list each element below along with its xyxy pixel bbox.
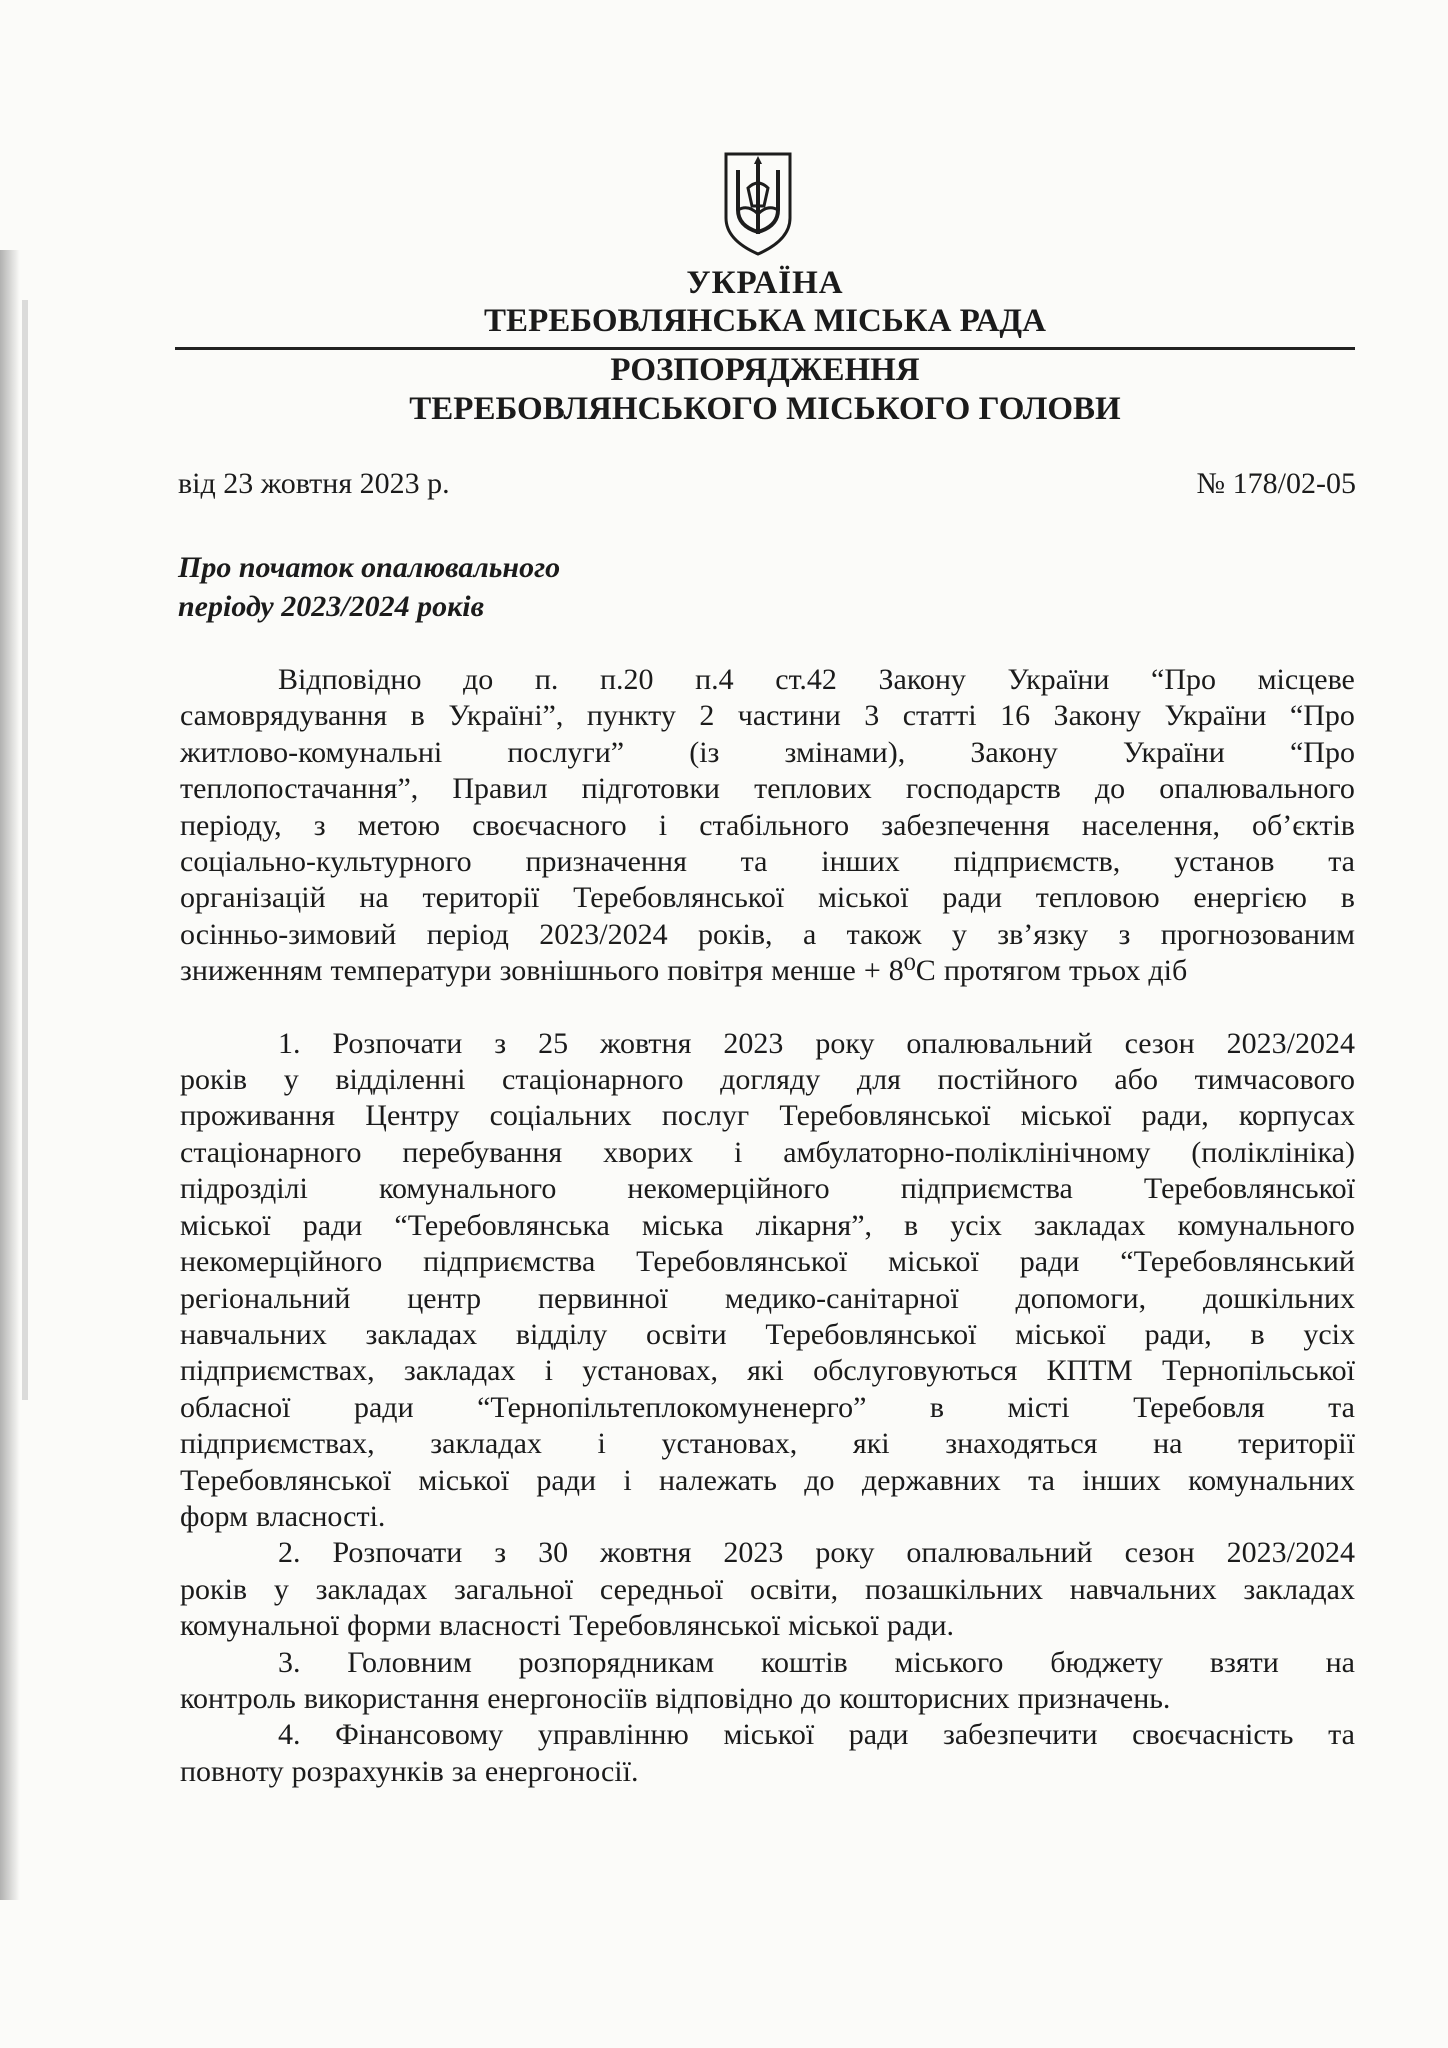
document-type: РОЗПОРЯДЖЕННЯ — [610, 352, 920, 388]
item-2-line: 2. Розпочати з 30 жовтня 2023 року опалювальний сезон 2023/2024 — [278, 1536, 1355, 1570]
item-3-line: контроль використання енергоносіїв відповідно до кошторисних призначень. — [180, 1681, 1171, 1715]
preamble-line: організацій на території Теребовлянської міської ради тепловою енергією в — [180, 881, 1355, 915]
item-3-line: 3. Головним розпорядникам коштів міського бюджету взяти на — [278, 1645, 1355, 1679]
item-1-line: стаціонарного перебування хворих і амбулаторно-поліклінічному (поліклініка) — [180, 1135, 1355, 1169]
item-1-line: форм власності. — [180, 1499, 386, 1533]
preamble-line: самоврядування в Україні”, пункту 2 частини 3 статті 16 Закону України “Про — [180, 699, 1355, 733]
item-1-line: років у відділенні стаціонарного догляду для постійного або тимчасового — [180, 1063, 1355, 1097]
item-2-line: років у закладах загальної середньої освіти, позашкільних навчальних закладах — [180, 1572, 1355, 1606]
item-1-line: підприємствах, закладах і установах, які знаходяться на території — [180, 1427, 1355, 1461]
preamble-line: теплопостачання”, Правил підготовки теплових господарств до опалювального — [180, 772, 1355, 806]
document-issuer: ТЕРЕБОВЛЯНСЬКОГО МІСЬКОГО ГОЛОВИ — [409, 391, 1121, 427]
preamble-line: осінньо-зимовий період 2023/2024 років, а також у зв’язку з прогнозованим — [180, 917, 1355, 951]
item-2-line: комунальної форми власності Теребовлянської міської ради. — [180, 1609, 955, 1643]
preamble-line: соціально-культурного призначення та інших підприємств, установ та — [180, 845, 1355, 879]
item-1-line: некомерційного підприємства Теребовлянської міської ради “Теребовлянський — [180, 1245, 1355, 1279]
document-body — [180, 662, 1355, 1790]
item-1-line: підприємствах, закладах і установах, які обслуговуються КПТМ Тернопільської — [180, 1354, 1355, 1388]
scan-shadow-inner — [22, 300, 28, 1400]
country-heading: УКРАЇНА — [686, 265, 844, 301]
item-1-line: 1. Розпочати з 25 жовтня 2023 року опалювальний сезон 2023/2024 — [278, 1026, 1355, 1060]
item-1-line: проживання Центру соціальних послуг Теребовлянської міської ради, корпусах — [180, 1099, 1355, 1133]
subject-line: періоду 2023/2024 років — [178, 590, 485, 623]
item-1-line: Теребовлянської міської ради і належать до державних та інших комунальних — [180, 1463, 1355, 1497]
item-1-line: міської ради “Теребовлянська міська лікарня”, в усіх закладах комунального — [180, 1208, 1355, 1242]
scan-shadow — [0, 250, 20, 1900]
preamble-line: житлово-комунальні послуги” (із змінами), Закону України “Про — [180, 735, 1355, 769]
item-1-line: обласної ради “Тернопільтеплокомуненерго” в місті Теребовля та — [180, 1390, 1355, 1424]
preamble-line: періоду, з метою своєчасного і стабільного забезпечення населення, об’єктів — [180, 808, 1355, 842]
item-1-line: підрозділі комунального некомерційного підприємства Теребовлянської — [180, 1172, 1355, 1206]
council-heading: ТЕРЕБОВЛЯНСЬКА МІСЬКА РАДА — [484, 303, 1046, 339]
item-1-line: навчальних закладах відділу освіти Теребовлянської міської ради, в усіх — [180, 1317, 1355, 1351]
document-subject — [178, 548, 560, 626]
item-1-line: регіональний центр первинної медико-санітарної допомоги, дошкільних — [180, 1281, 1355, 1315]
document-number: № 178/02-05 — [1196, 467, 1356, 500]
document-date: від 23 жовтня 2023 р. — [178, 467, 450, 500]
subject-line: Про початок опалювального — [178, 551, 561, 584]
item-4-line: 4. Фінансовому управлінню міської ради забезпечити своєчасність та — [278, 1718, 1355, 1752]
coat-of-arms-icon — [720, 148, 796, 258]
header-divider — [175, 347, 1355, 350]
preamble-line: Відповідно до п. п.20 п.4 ст.42 Закону України “Про місцеве — [278, 663, 1355, 696]
preamble-line: зниженням температури зовнішнього повітря менше + 8⁰С протягом трьох діб — [180, 954, 1188, 988]
item-4-line: повноту розрахунків за енергоносії. — [180, 1754, 639, 1788]
paragraph-gap — [180, 990, 1355, 1026]
